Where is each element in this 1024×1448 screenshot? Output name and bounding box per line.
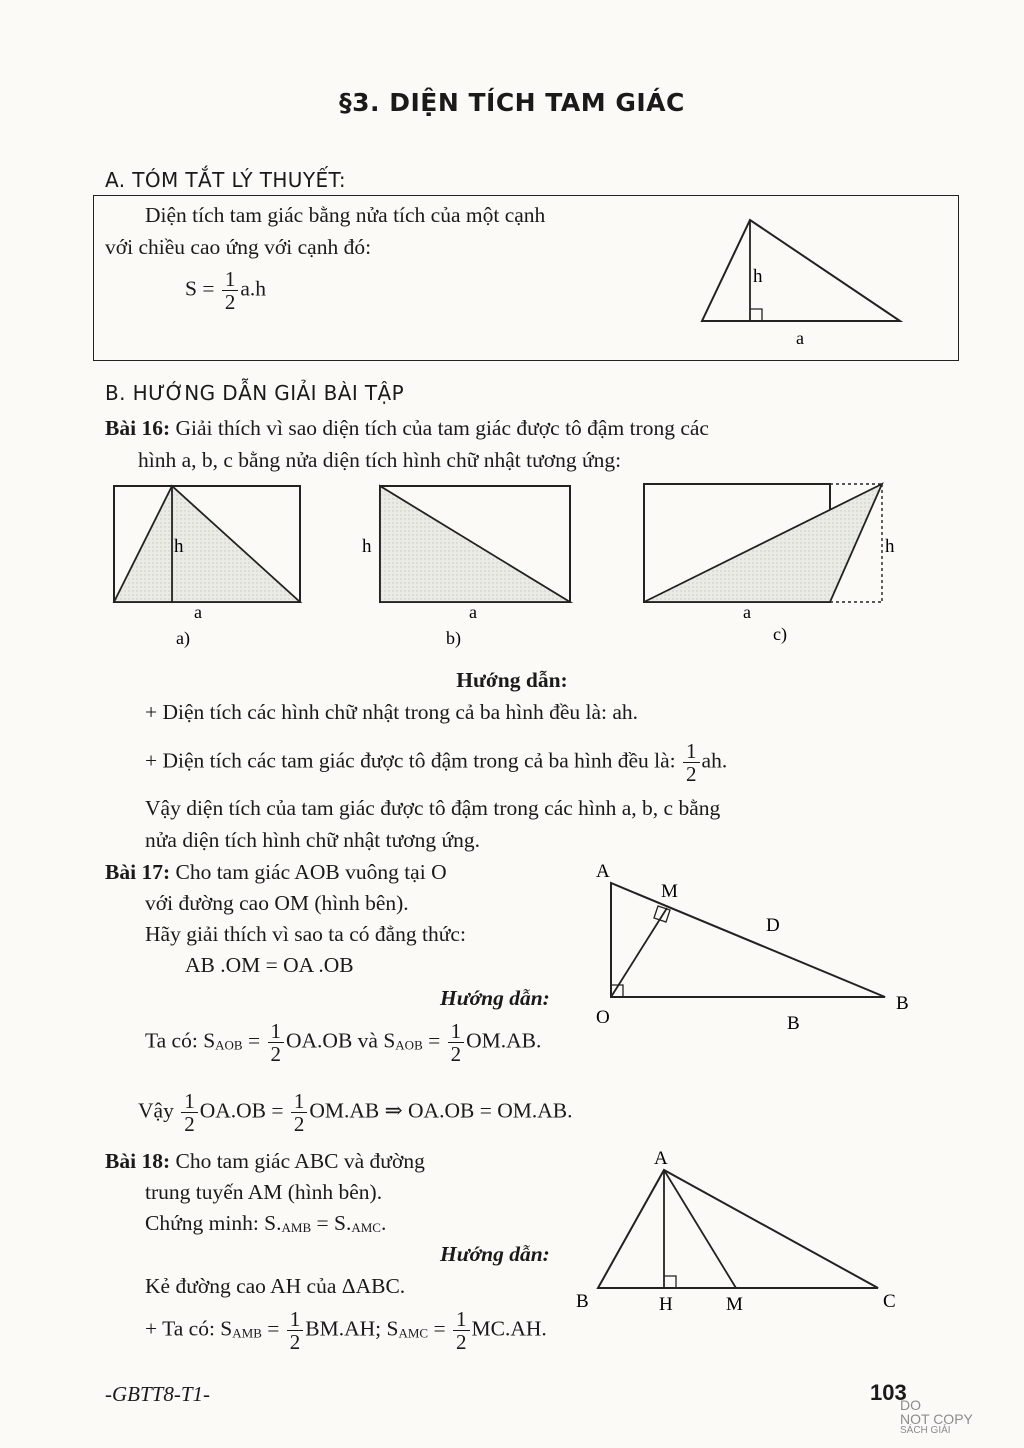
- footer-book-code: -GBTT8-T1-: [105, 1382, 211, 1406]
- bai17-label-B2: B: [787, 1013, 800, 1034]
- fig-b-h: h: [362, 536, 372, 557]
- theory-line-2: với chiều cao ứng với cạnh đó:: [105, 235, 372, 259]
- bai16-figures: [100, 478, 900, 653]
- bai18-label-B: B: [576, 1291, 589, 1312]
- section-a-heading: A. TÓM TẮT LÝ THUYẾT:: [105, 168, 347, 192]
- bai18-label-M: M: [726, 1294, 743, 1315]
- formula-lhs: S =: [185, 276, 215, 301]
- fig-a-caption: a): [176, 628, 190, 648]
- bai17-line-1: Bài 17: Cho tam giác AOB vuông tại O: [105, 860, 447, 884]
- bai18-line-3: Chứng minh: $S._{AMB} = S._{AMC}$.: [145, 1211, 387, 1235]
- page-title: §3. DIỆN TÍCH TAM GIÁC: [339, 88, 685, 117]
- bai16-guide-fraction: $\frac{1}{2}$: [683, 740, 700, 785]
- bai16-guide-3: Vậy diện tích của tam giác được tô đậm trong các hình a, b, c bằng: [145, 796, 721, 820]
- fig-c-a: a: [743, 602, 751, 622]
- bai16-line-1: Bài 16: Giải thích vì sao diện tích của tam giác được tô đậm trong các: [105, 416, 709, 440]
- fig-a-a: a: [194, 602, 202, 622]
- bai18-figure: [570, 1140, 910, 1320]
- bai18-line-1: Bài 18: Cho tam giác ABC và đường: [105, 1149, 425, 1173]
- bai16-line-2: hình a, b, c bằng nửa diện tích hình chữ nhật tương ứng:: [138, 448, 622, 472]
- bai18-label-H: H: [659, 1294, 673, 1315]
- theory-label-h: h: [753, 266, 763, 287]
- triangle-abc: [598, 1170, 878, 1288]
- bai17-label: Bài 17:: [105, 860, 171, 884]
- fig-b-caption: b): [446, 628, 461, 648]
- bai17-label-A: A: [596, 861, 610, 882]
- bai17-line-3: Hãy giải thích vì sao ta có đẳng thức:: [145, 922, 466, 946]
- bai17-figure: [585, 855, 925, 1035]
- median-am: [664, 1170, 736, 1288]
- bai16-label: Bài 16:: [105, 416, 171, 440]
- fig-c-caption: c): [773, 624, 787, 644]
- bai17-guide-1: Ta có: $S_{AOB}$ = $\frac{1}{2}$ OA.OB và $S_{AOB}$ = $\frac{1}{2}$ OM.AB.: [145, 1019, 542, 1067]
- theory-label-a: a: [796, 328, 804, 348]
- bai16-guide-title: Hướng dẫn:: [456, 668, 568, 692]
- theory-formula: [185, 268, 266, 313]
- figure-c: [644, 484, 895, 645]
- triangle-aob: [611, 883, 885, 997]
- fig-a-h: h: [174, 536, 184, 557]
- bai17-line-2: với đường cao OM (hình bên).: [145, 891, 409, 915]
- section-b-heading: B. HƯỚNG DẪN GIẢI BÀI TẬP: [105, 381, 405, 405]
- formula-fraction: $\frac{1}{2}$: [222, 268, 239, 313]
- bai16-guide-1: + Diện tích các hình chữ nhật trong cả ba hình đều là: ah.: [145, 700, 639, 724]
- bai17-line-4: AB .OM = OA .OB: [185, 953, 354, 977]
- watermark: DO NOT COPY SÁCH GIẢI: [900, 1397, 973, 1436]
- bai17-label-D: D: [766, 915, 780, 936]
- bai17-label-O: O: [596, 1007, 610, 1028]
- bai18-line-2: trung tuyến AM (hình bên).: [145, 1180, 383, 1204]
- formula-rhs: a.h: [240, 276, 267, 301]
- bai18-guide-1: Kẻ đường cao AH của ΔABC.: [145, 1274, 406, 1298]
- bai17-guide-2: Vậy $\frac{1}{2}$ OA.OB = $\frac{1}{2}$ OM.AB ⇒ OA.OB = OM.AB.: [138, 1089, 573, 1137]
- fig-b-a: a: [469, 602, 477, 622]
- bai18-label-C: C: [883, 1291, 896, 1312]
- figure-a: [114, 486, 300, 649]
- bai17-guide-title: Hướng dẫn:: [440, 986, 550, 1010]
- theory-triangle-figure: [690, 210, 920, 355]
- bai17-label-B: B: [896, 993, 909, 1014]
- bai18-guide-title: Hướng dẫn:: [440, 1242, 550, 1266]
- right-angle-mark: [750, 309, 762, 321]
- bai16-guide-4: nửa diện tích hình chữ nhật tương ứng.: [145, 828, 481, 852]
- bai18-guide-2: + Ta có: $S_{AMB}$ = $\frac{1}{2}$ BM.AH; $S_{AMC}$ = $\frac{1}{2}$ MC.AH.: [145, 1307, 547, 1355]
- theory-line-1: Diện tích tam giác bằng nửa tích của một cạnh: [145, 203, 546, 227]
- page-number: 103: [870, 1380, 907, 1405]
- bai18-label-A: A: [654, 1148, 668, 1169]
- bai16-guide-2: + Diện tích các tam giác được tô đậm trong cả ba hình đều là: $\frac{1}{2}$ ah.: [145, 739, 728, 787]
- figure-b: [362, 486, 570, 649]
- bai18-label: Bài 18:: [105, 1149, 171, 1173]
- altitude-om: [611, 908, 667, 997]
- bai17-label-M: M: [661, 881, 678, 902]
- theory-triangle: [702, 220, 900, 321]
- fig-c-h: h: [885, 536, 895, 557]
